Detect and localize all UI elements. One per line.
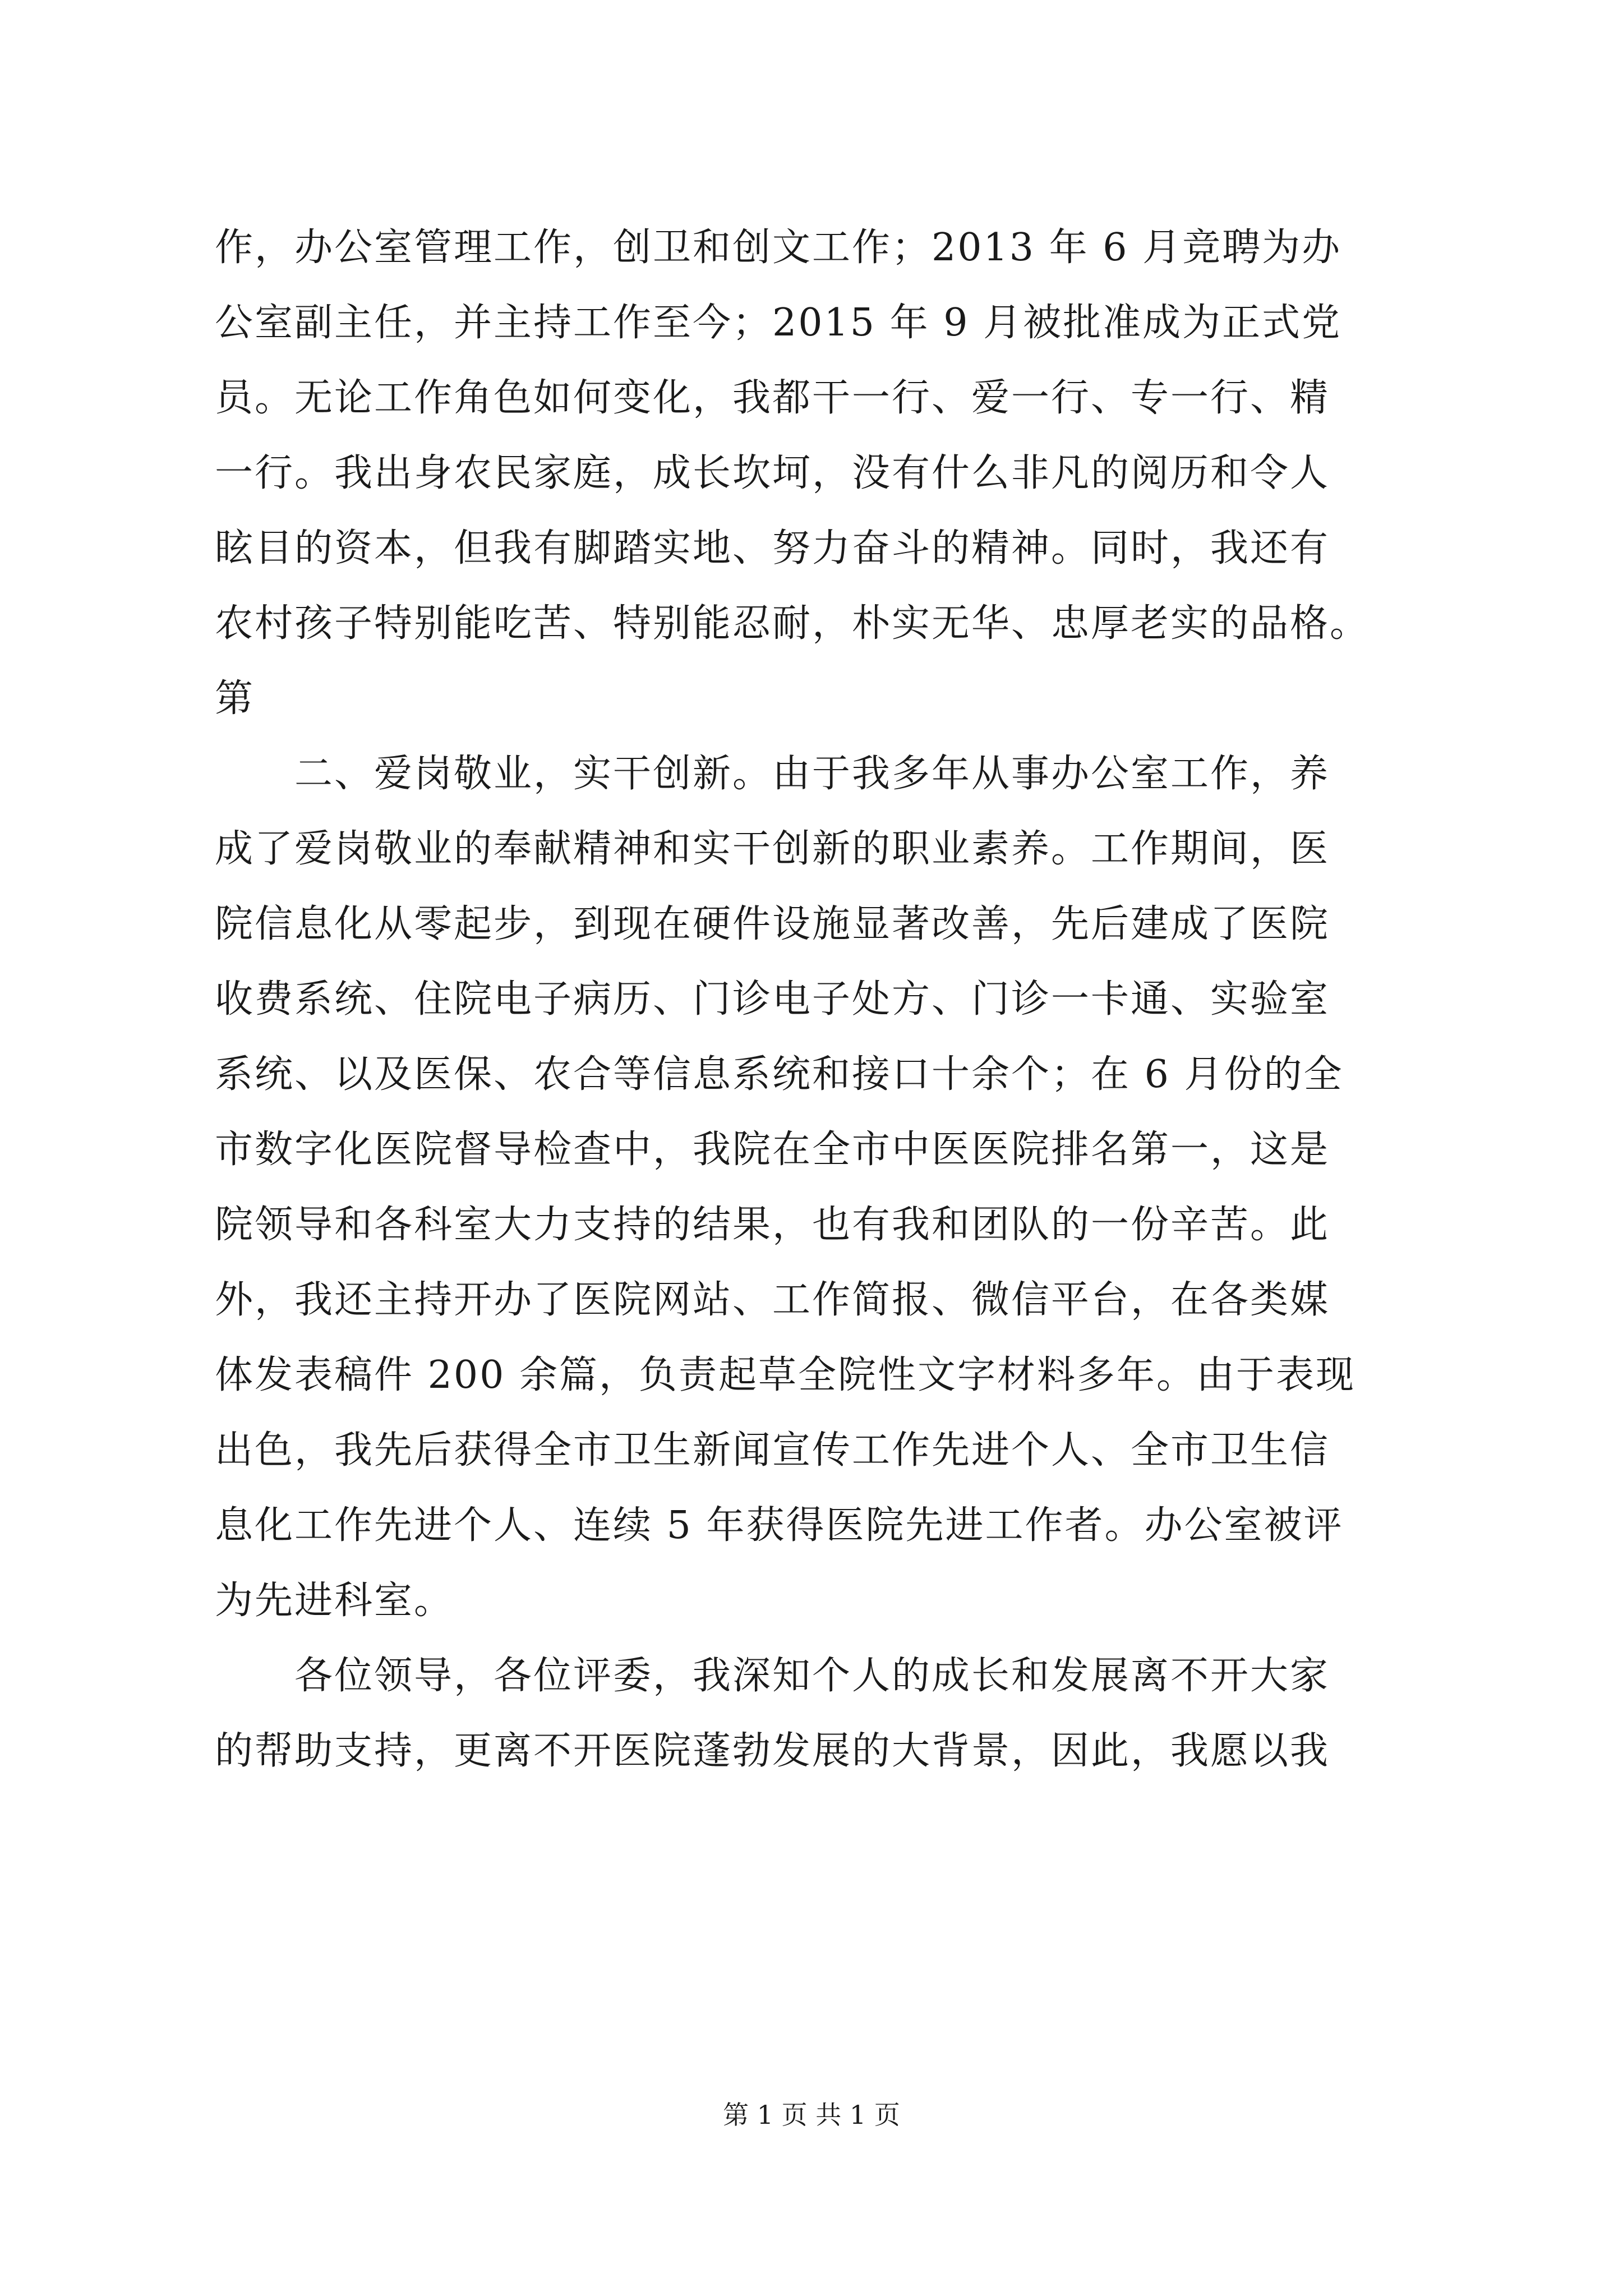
text-line-11: 收费系统、住院电子病历、门诊电子处方、门诊一卡通、实验室 [215, 977, 1330, 1022]
text-line-1: 作，办公室管理工作，创卫和创文工作；2013 年 6 月竞聘为办 [215, 226, 1342, 270]
text-line-19: 为先进科室。 [215, 1579, 454, 1623]
text-line-8: 二、爱岗敬业，实干创新。由于我多年从事办公室工作，养 [215, 752, 1330, 796]
text-line-21: 的帮助支持，更离不开医院蓬勃发展的大背景，因此，我愿以我 [215, 1729, 1330, 1773]
text-line-15: 外，我还主持开办了医院网站、工作简报、微信平台，在各类媒 [215, 1278, 1330, 1322]
text-line-13: 市数字化医院督导检查中，我院在全市中医医院排名第一，这是 [215, 1128, 1330, 1172]
text-line-10: 院信息化从零起步，到现在硬件设施显著改善，先后建成了医院 [215, 902, 1330, 946]
text-line-7: 第 [215, 677, 255, 721]
text-line-20: 各位领导，各位评委，我深知个人的成长和发展离不开大家 [215, 1654, 1330, 1698]
text-line-18: 息化工作先进个人、连续 5 年获得医院先进工作者。办公室被评 [215, 1503, 1344, 1548]
text-line-12: 系统、以及医保、农合等信息系统和接口十余个；在 6 月份的全 [215, 1052, 1344, 1097]
text-line-9: 成了爱岗敬业的奉献精神和实干创新的职业素养。工作期间，医 [215, 827, 1330, 871]
text-line-16: 体发表稿件 200 余篇，负责起草全院性文字材料多年。由于表现 [215, 1353, 1356, 1397]
text-line-14: 院领导和各科室大力支持的结果，也有我和团队的一份辛苦。此 [215, 1203, 1330, 1247]
text-line-5: 眩目的资本，但我有脚踏实地、努力奋斗的精神。同时，我还有 [215, 526, 1330, 570]
page-footer: 第 1 页 共 1 页 [723, 2100, 900, 2130]
text-line-4: 一行。我出身农民家庭，成长坎坷，没有什么非凡的阅历和令人 [215, 451, 1330, 495]
text-line-2: 公室副主任，并主持工作至今；2015 年 9 月被批准成为正式党 [215, 301, 1342, 345]
text-line-3: 员。无论工作角色如何变化，我都干一行、爱一行、专一行、精 [215, 376, 1330, 420]
text-line-6: 农村孩子特别能吃苦、特别能忍耐，朴实无华、忠厚老实的品格。 [215, 601, 1370, 646]
text-line-17: 出色，我先后获得全市卫生新闻宣传工作先进个人、全市卫生信 [215, 1428, 1330, 1473]
